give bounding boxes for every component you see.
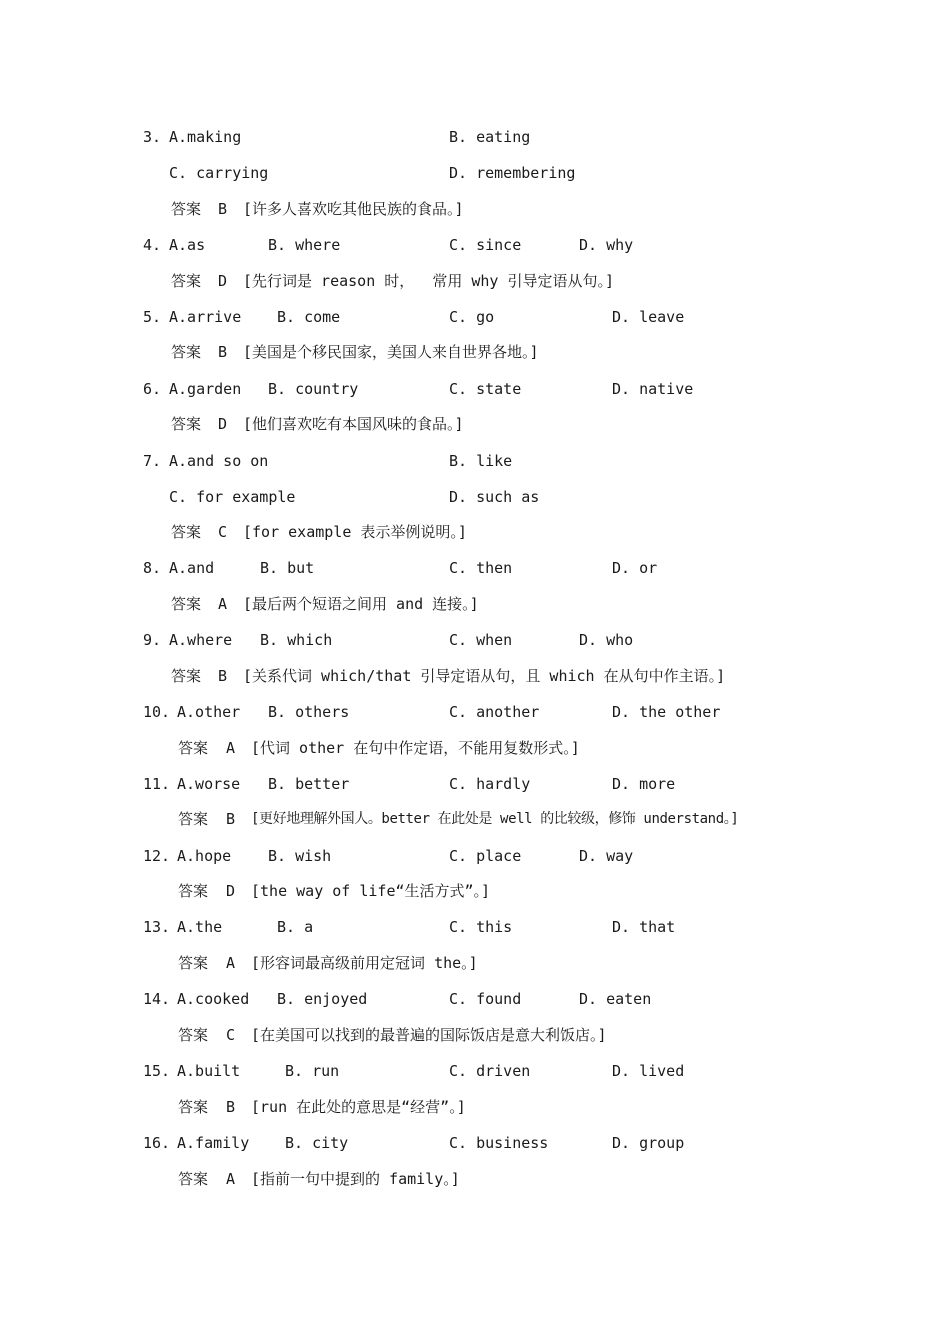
option-b: B. which bbox=[260, 631, 333, 649]
answer-label: 答案 bbox=[178, 1098, 209, 1116]
answer-label: 答案 bbox=[178, 1170, 209, 1188]
answer-explanation: [许多人喜欢吃其他民族的食品。] bbox=[243, 200, 464, 218]
option-d: D. leave bbox=[612, 308, 685, 326]
question-number: 15. bbox=[143, 1062, 171, 1080]
option-b: B. eating bbox=[449, 128, 531, 146]
option-c: C. place bbox=[449, 847, 522, 865]
option-b: B. a bbox=[277, 918, 314, 936]
answer-label: 答案 bbox=[171, 200, 202, 218]
option-c: C. this bbox=[449, 918, 513, 936]
answer-explanation: [指前一句中提到的 family。] bbox=[251, 1170, 460, 1188]
answer-explanation: [for example 表示举例说明。] bbox=[243, 523, 467, 541]
option-a: A.built bbox=[177, 1062, 241, 1080]
option-d: D. native bbox=[612, 380, 694, 398]
answer-letter: B bbox=[218, 343, 228, 361]
answer-letter: A bbox=[226, 739, 236, 757]
answer-explanation: [形容词最高级前用定冠词 the。] bbox=[251, 954, 478, 972]
question-number: 8. bbox=[143, 559, 162, 577]
answer-label: 答案 bbox=[171, 667, 202, 685]
answer-label: 答案 bbox=[171, 272, 202, 290]
answer-letter: B bbox=[218, 200, 228, 218]
option-d: D. group bbox=[612, 1134, 685, 1152]
answer-explanation: [run 在此处的意思是“经营”。] bbox=[251, 1098, 466, 1116]
option-b: B. but bbox=[260, 559, 315, 577]
option-b: B. country bbox=[268, 380, 359, 398]
answer-explanation: [更好地理解外国人。better 在此处是 well 的比较级，修饰 understand。] bbox=[251, 811, 739, 827]
option-c: C. go bbox=[449, 308, 495, 326]
option-b: B. enjoyed bbox=[277, 990, 368, 1008]
answer-label: 答案 bbox=[178, 882, 209, 900]
option-c: C. another bbox=[449, 703, 540, 721]
option-b: B. come bbox=[277, 308, 341, 326]
answer-explanation: [the way of life“生活方式”。] bbox=[251, 882, 491, 900]
option-c: C. when bbox=[449, 631, 513, 649]
option-a: A.making bbox=[169, 128, 242, 146]
option-d: D. who bbox=[579, 631, 634, 649]
option-b: B. better bbox=[268, 775, 350, 793]
option-d: D. the other bbox=[612, 703, 721, 721]
option-a: A.cooked bbox=[177, 990, 250, 1008]
answer-explanation: [先行词是 reason 时， 常用 why 引导定语从句。] bbox=[243, 272, 615, 290]
option-d: D. or bbox=[612, 559, 658, 577]
question-number: 14. bbox=[143, 990, 171, 1008]
option-b: B. wish bbox=[268, 847, 332, 865]
option-c: C. hardly bbox=[449, 775, 531, 793]
answer-label: 答案 bbox=[178, 954, 209, 972]
answer-label: 答案 bbox=[171, 595, 202, 613]
option-d: D. lived bbox=[612, 1062, 685, 1080]
answer-explanation: [关系代词 which/that 引导定语从句，且 which 在从句中作主语。] bbox=[243, 667, 726, 685]
answer-label: 答案 bbox=[171, 415, 202, 433]
answer-letter: A bbox=[218, 595, 228, 613]
option-a: A.and bbox=[169, 559, 215, 577]
option-a: A.family bbox=[177, 1134, 250, 1152]
option-c: C. carrying bbox=[169, 164, 269, 182]
option-a: A.as bbox=[169, 236, 206, 254]
question-number: 16. bbox=[143, 1134, 171, 1152]
answer-letter: B bbox=[218, 667, 228, 685]
option-a: A.other bbox=[177, 703, 241, 721]
answer-label: 答案 bbox=[178, 810, 209, 828]
question-number: 12. bbox=[143, 847, 171, 865]
option-c: C. driven bbox=[449, 1062, 531, 1080]
answer-letter: A bbox=[226, 1170, 236, 1188]
option-b: B. like bbox=[449, 452, 513, 470]
option-a: A.where bbox=[169, 631, 233, 649]
option-c: C. found bbox=[449, 990, 522, 1008]
option-c: C. then bbox=[449, 559, 513, 577]
answer-label: 答案 bbox=[171, 343, 202, 361]
answer-label: 答案 bbox=[178, 739, 209, 757]
question-number: 10. bbox=[143, 703, 171, 721]
option-c: C. since bbox=[449, 236, 522, 254]
answer-explanation: [他们喜欢吃有本国风味的食品。] bbox=[243, 415, 464, 433]
answer-letter: D bbox=[218, 415, 228, 433]
answer-explanation: [在美国可以找到的最普遍的国际饭店是意大利饭店。] bbox=[251, 1026, 607, 1044]
answer-letter: C bbox=[218, 523, 228, 541]
option-a: A.the bbox=[177, 918, 223, 936]
option-a: A.garden bbox=[169, 380, 242, 398]
option-c: C. state bbox=[449, 380, 522, 398]
question-number: 4. bbox=[143, 236, 162, 254]
option-d: D. that bbox=[612, 918, 676, 936]
question-number: 5. bbox=[143, 308, 162, 326]
option-a: A.hope bbox=[177, 847, 232, 865]
question-number: 13. bbox=[143, 918, 171, 936]
option-d: D. way bbox=[579, 847, 634, 865]
option-b: B. run bbox=[285, 1062, 340, 1080]
question-number: 6. bbox=[143, 380, 162, 398]
answer-letter: B bbox=[226, 1098, 236, 1116]
option-d: D. why bbox=[579, 236, 634, 254]
question-number: 11. bbox=[143, 775, 171, 793]
answer-explanation: [美国是个移民国家，美国人来自世界各地。] bbox=[243, 343, 539, 361]
option-a: A.and so on bbox=[169, 452, 269, 470]
option-d: D. more bbox=[612, 775, 676, 793]
option-d: D. remembering bbox=[449, 164, 576, 182]
option-a: A.arrive bbox=[169, 308, 242, 326]
answer-letter: A bbox=[226, 954, 236, 972]
answer-letter: D bbox=[226, 882, 236, 900]
option-d: D. such as bbox=[449, 488, 540, 506]
option-b: B. others bbox=[268, 703, 350, 721]
option-a: A.worse bbox=[177, 775, 241, 793]
answer-label: 答案 bbox=[171, 523, 202, 541]
answer-letter: D bbox=[218, 272, 228, 290]
option-b: B. where bbox=[268, 236, 341, 254]
answer-explanation: [代词 other 在句中作定语，不能用复数形式。] bbox=[251, 739, 580, 757]
answer-letter: C bbox=[226, 1026, 236, 1044]
question-number: 9. bbox=[143, 631, 162, 649]
option-b: B. city bbox=[285, 1134, 349, 1152]
option-c: C. business bbox=[449, 1134, 549, 1152]
answer-letter: B bbox=[226, 810, 236, 828]
answer-explanation: [最后两个短语之间用 and 连接。] bbox=[243, 595, 479, 613]
question-number: 7. bbox=[143, 452, 162, 470]
answer-label: 答案 bbox=[178, 1026, 209, 1044]
option-c: C. for example bbox=[169, 488, 296, 506]
option-d: D. eaten bbox=[579, 990, 652, 1008]
question-number: 3. bbox=[143, 128, 162, 146]
